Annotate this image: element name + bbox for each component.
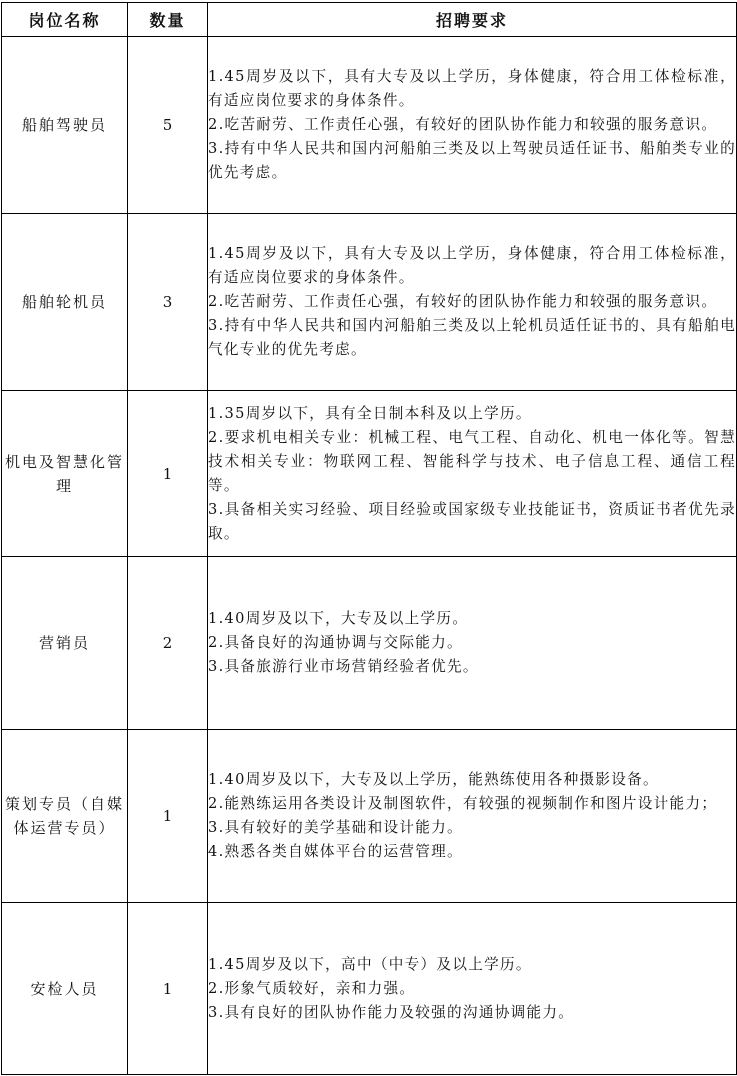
requirement-line: 1.45周岁及以下，具有大专及以上学历，身体健康，符合用工体检标准，有适应岗位要求的身体条件。 [208, 68, 736, 109]
requirement-line: 2.形象气质较好，亲和力强。 [208, 979, 416, 997]
position-count: 1 [128, 391, 208, 557]
requirement-line: 2.具备良好的沟通协调与交际能力。 [208, 634, 463, 651]
requirements-cell [208, 730, 737, 903]
position-name: 营销员 [2, 557, 128, 730]
requirement-line: 1.45周岁及以下，具有大专及以上学历，身体健康，符合用工体检标准，有适应岗位要求的身体条件。 [208, 245, 736, 286]
table-row [2, 37, 737, 214]
table-row [2, 391, 737, 557]
header-position-name: 岗位名称 [2, 3, 128, 37]
requirements-cell [208, 214, 737, 391]
position-count: 5 [128, 37, 208, 214]
table-row [2, 730, 737, 903]
requirement-line: 3.具有良好的团队协作能力及较强的沟通协调能力。 [208, 1003, 575, 1021]
requirement-line: 1.40周岁及以下，大专及以上学历。 [208, 610, 469, 627]
position-name: 机电及智慧化管理 [2, 391, 128, 557]
requirement-line: 3.具备相关实习经验、项目经验或国家级专业技能证书，资质证书者优先录取。 [208, 500, 736, 542]
requirements-cell [208, 557, 737, 730]
recruitment-table [1, 2, 737, 1075]
header-count: 数量 [128, 3, 208, 37]
header-row [2, 3, 737, 37]
position-name: 安检人员 [2, 903, 128, 1075]
header-requirements: 招聘要求 [208, 3, 737, 37]
requirement-line: 3.持有中华人民共和国内河船舶三类及以上轮机员适任证书的、具有船舶电气化专业的优先考虑。 [208, 317, 736, 358]
position-count: 2 [128, 557, 208, 730]
requirements-cell [208, 903, 737, 1075]
requirement-line: 3.具有较好的美学基础和设计能力。 [208, 819, 463, 836]
position-count: 3 [128, 214, 208, 391]
position-count: 1 [128, 903, 208, 1075]
requirement-line: 1.35周岁以下，具有全日制本科及以上学历。 [208, 404, 532, 422]
position-name: 策划专员（自媒体运营专员） [2, 730, 128, 903]
table-row [2, 903, 737, 1075]
requirement-line: 3.持有中华人民共和国内河船舶三类及以上驾驶员适任证书、船舶类专业的优先考虑。 [208, 140, 736, 181]
table-header [2, 3, 737, 37]
position-count: 1 [128, 730, 208, 903]
table-row [2, 214, 737, 391]
requirement-line: 2.要求机电相关专业：机械工程、电气工程、自动化、机电一体化等。智慧技术相关专业：物联网工程、智能科学与技术、电子信息工程、通信工程等。 [208, 428, 736, 494]
position-name: 船舶驾驶员 [2, 37, 128, 214]
requirement-line: 1.45周岁及以下，高中（中专）及以上学历。 [208, 955, 532, 973]
requirement-line: 2.吃苦耐劳、工作责任心强，有较好的团队协作能力和较强的服务意识。 [208, 116, 718, 133]
requirement-line: 4.熟悉各类自媒体平台的运营管理。 [208, 843, 463, 860]
requirement-line: 1.40周岁及以下，大专及以上学历，能熟练使用各种摄影设备。 [208, 771, 659, 788]
requirement-line: 2.吃苦耐劳、工作责任心强，有较好的团队协作能力和较强的服务意识。 [208, 293, 718, 310]
requirement-line: 2.能熟练运用各类设计及制图软件，有较强的视频制作和图片设计能力； [208, 795, 718, 812]
requirements-cell [208, 37, 737, 214]
table-row [2, 557, 737, 730]
position-name: 船舶轮机员 [2, 214, 128, 391]
requirements-cell [208, 391, 737, 557]
requirement-line: 3.具备旅游行业市场营销经验者优先。 [208, 658, 479, 675]
